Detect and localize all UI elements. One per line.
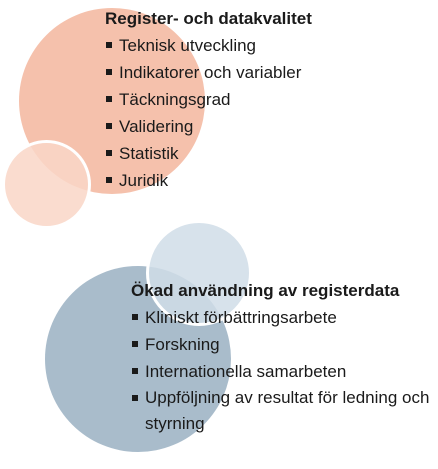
list-item: [105, 167, 312, 194]
list-item-label: Indikatorer och variabler: [119, 63, 302, 82]
list-item: [131, 304, 435, 331]
list-item-label: Statistik: [119, 144, 179, 163]
list-item: [131, 385, 435, 437]
list-item-label: Internationella samarbeten: [145, 362, 347, 381]
list-item: [105, 86, 312, 113]
list-item-label: Teknisk utveckling: [119, 36, 257, 55]
list-item: [131, 358, 435, 385]
list-item: [105, 32, 312, 59]
bullet-icon: [132, 341, 138, 347]
bullet-icon: [132, 314, 138, 320]
list-item-label: Juridik: [119, 171, 169, 190]
bullet-icon: [106, 123, 112, 129]
top-small-circle: [2, 140, 91, 229]
bottom-group-heading: Ökad användning av registerdata: [131, 281, 400, 300]
list-item: [105, 59, 312, 86]
bullet-icon: [132, 368, 138, 374]
list-item-label: Uppföljning av resultat för ledning och styrning: [145, 388, 430, 433]
bullet-icon: [106, 42, 112, 48]
top-group: [105, 8, 312, 194]
top-group-list: [105, 32, 312, 194]
bullet-icon: [106, 69, 112, 75]
list-item-label: Validering: [119, 117, 194, 136]
bullet-icon: [106, 96, 112, 102]
bullet-icon: [106, 177, 112, 183]
list-item: [105, 113, 312, 140]
list-item-label: Täckningsgrad: [119, 90, 231, 109]
list-item: [131, 331, 435, 358]
bottom-group-list: [131, 304, 435, 437]
top-group-heading: Register- och datakvalitet: [105, 9, 312, 28]
bullet-icon: [132, 395, 138, 401]
bullet-icon: [106, 150, 112, 156]
list-item-label: Forskning: [145, 335, 220, 354]
list-item-label: Kliniskt förbättringsarbete: [145, 308, 337, 327]
list-item: [105, 140, 312, 167]
bottom-group: [131, 280, 435, 437]
